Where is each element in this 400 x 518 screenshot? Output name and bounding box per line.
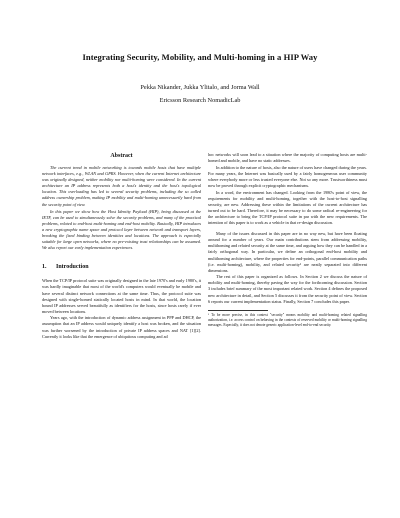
author-list: Pekka Nikander, Jukka Ylitalo, and Jorma Wall (140, 84, 260, 91)
footnote-rule (208, 310, 268, 311)
paper-title: Integrating Security, Mobility, and Multi-homing in a HIP Way (82, 52, 318, 62)
section-heading-introduction (42, 263, 201, 271)
abstract-paragraph: The current trend in mobile networking is towards mobile hosts that have multiple network interfaces, e.g., WLAN and GPRS. However, when the current Internet architecture was originally designed, neither mobility nor multi-homing were considered. In the current architecture an IP address represents both a host's identity and the host's topological location. This overloading has led to several security problems, including the so called address ownership problem, making IP mobility and multi-homing unnecessarily hard from the security point of view. (42, 165, 201, 207)
body-paragraph: In a word, the environment has changed. Looking from the 1980's point of view, the requirements for mobility and multi-homing, together with the host-to-host signalling security, are new. Addressing these within the limitations of the current architecture has turned out to be hard. Therefore, it may be necessary to do some radical re-engineering for the architecture to bring the TCP/IP protocol suite in par with the new requirements. The intention of this paper is to work as a vehicle in that re-design discussion. (208, 189, 367, 226)
left-column (42, 152, 201, 340)
affiliation: Ericsson Research NomadicLab (159, 97, 241, 104)
abstract-body (42, 165, 201, 251)
section-number: 1. (42, 264, 47, 271)
body-paragraph: When the TCP/IP protocol suite was originally designed in the late 1970's and early 1980's, it was hardly imaginable that most of the world's computers would eventually be mobile and have several distinct network connections at the same time. Thus, the protocol suite was designed with single-homed statically located hosts in mind. In that world, the location bound IP addresses served beautifully as identifiers for the hosts, since hosts rarely if ever moved between locations. (42, 278, 201, 314)
abstract-heading: Abstract (110, 153, 133, 159)
footnote: ¹ To be more precise, in this context "security" means mobility and multi-homing related signalling authorization, i.e. access control on behaving in the contexts of reserved mobility or multi-homing signalling messages. Especially, it does not denote generic application-level end-to-end security. (208, 312, 367, 327)
section-title: Introduction (56, 264, 89, 271)
body-paragraph: In addition to the nature of hosts, also the nature of users have changed during the years. For many years, the Internet was basically used by a fairly homogeneous user community where everybody more or less trusted everyone else. Not so any more. Trustworthiness must now be proved through explicit cryptographic mechanisms. (208, 164, 367, 188)
body-paragraph: Years ago, with the introduction of dynamic address assignment in PPP and DHCP, the assumption that an IP address would uniquely identify a host was broken, and the situation was further worsened by the introduction of private IP address spaces and NAT [1][2]. Currently it looks like that the emergence of ubiquitous computing and ad (42, 315, 201, 339)
body-paragraph: hoc networks will soon lead to a situation where the majority of computing hosts are multi-homed and mobile, and have no static addresses. (208, 152, 367, 164)
right-column (208, 152, 367, 328)
abstract-paragraph: In this paper we show how the Host Identity Payload (HIP), being discussed at the IETF, can be used to simultaneously solve the security problems, and many of the practical problems, related to end-host multi-homing and end-host mobility. Basically, HIP introduces a new cryptographic name space and protocol layer between network and transport layers, breaking the fixed binding between identities and locations. The approach is especially suitable for large open networks, where no pre-existing trust relationships can be assumed. We also report our early implementation experiences. (42, 208, 201, 251)
body-paragraph: Many of the issues discussed in this paper are in no way new, but have been floating around for a number of years. Our main contributions stem from addressing mobility, multihoming and related security at the same time, and arguing how they can be handled in a fairly orthogonal way. In particular, we define an orthogonal end-host mobility and multihoming architecture, where the properties for end-points, parallel communication paths (i.e. multi-homing), mobility, and related security¹ are neatly separated into different dimensions. (208, 231, 367, 273)
body-paragraph: The rest of this paper is organized as follows. In Section 2 we discuss the nature of mobility and multi-homing, thereby paving the way for the forthcoming discussion. Section 3 includes brief summary of the most important related work. Section 4 defines the proposed new architecture in detail, and Section 5 discusses it from the security point of view. Section 6 reports our current implementation status. Finally, Section 7 concludes this paper. (208, 274, 367, 304)
